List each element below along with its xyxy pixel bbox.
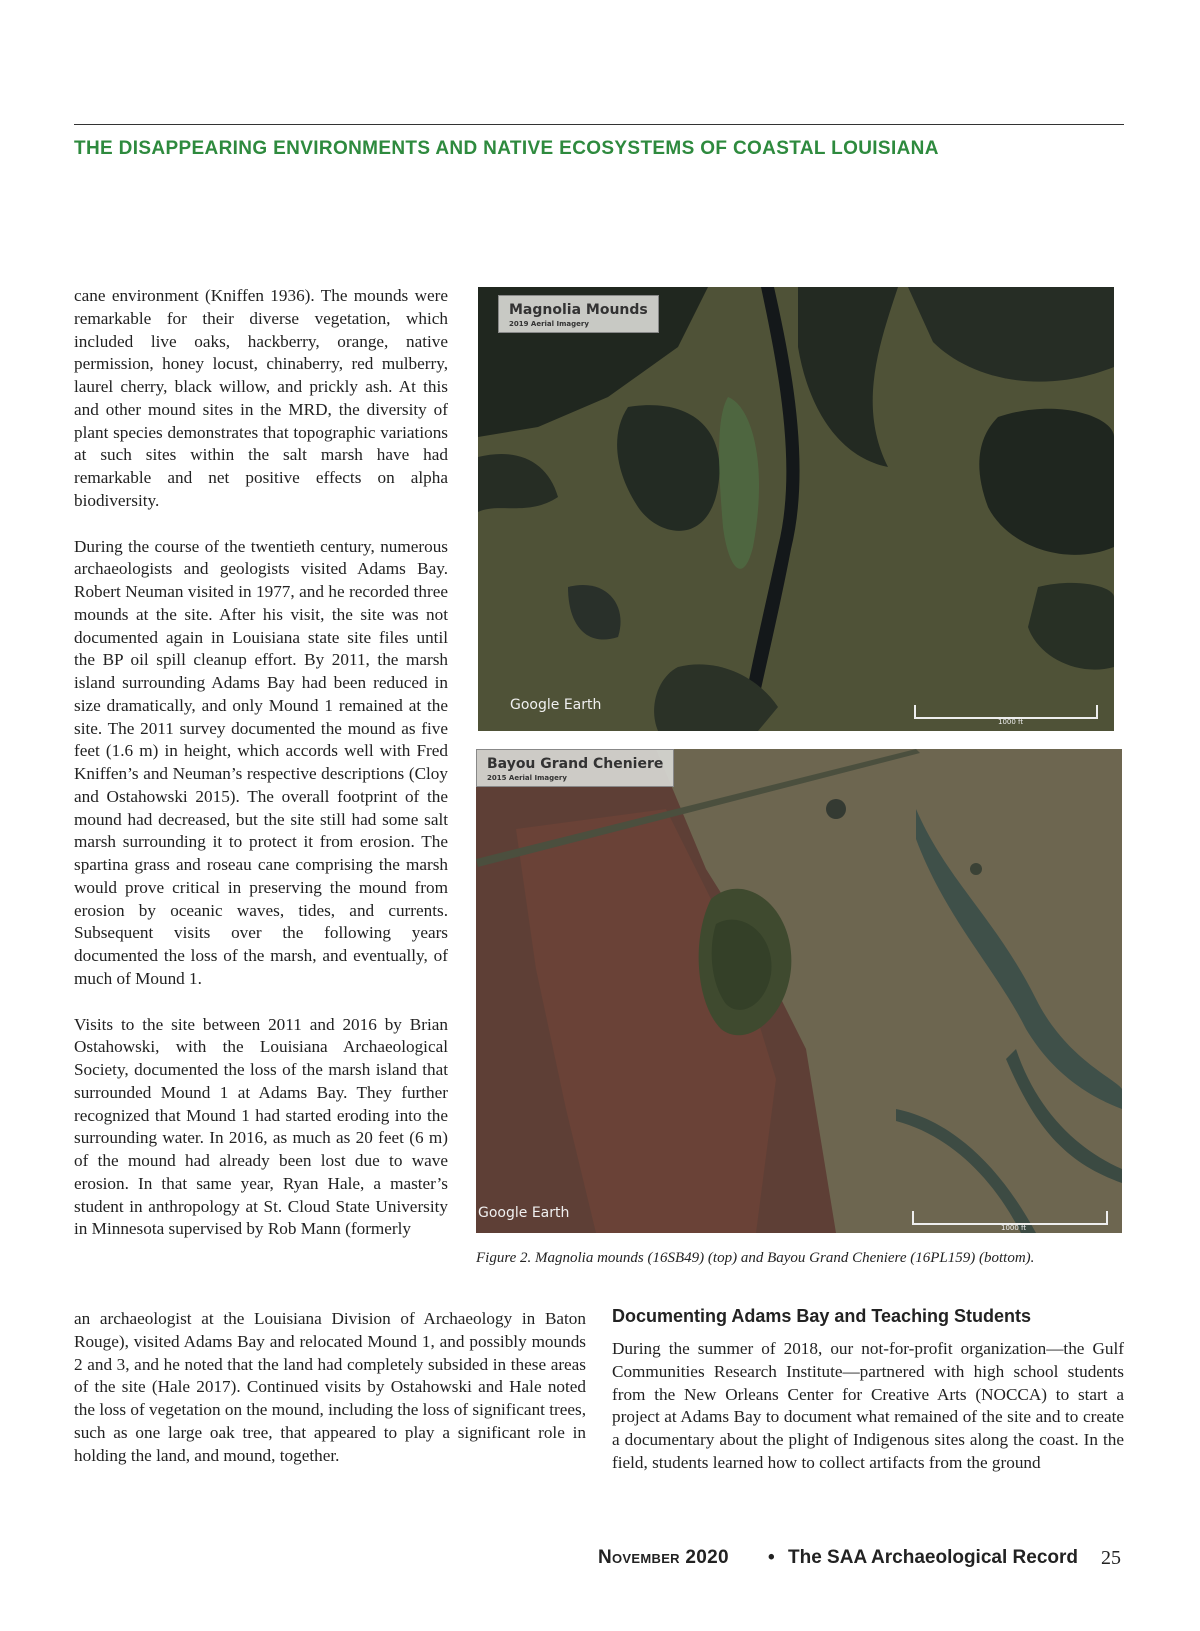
image-label	[498, 295, 659, 333]
header-rule	[74, 124, 1124, 125]
paragraph: During the course of the twentieth century, numerous archaeologists and geologists visited Adams Bay. Robert Neuman visited in 1977, and he recorded three mounds at the site. After his visit, the site was not documented again in Louisiana state site files until the BP oil spill cleanup effort. By 2011, the marsh island surrounding Adams Bay had been reduced in size dramatically, and only Mound 1 remained at the site. The 2011 survey documented the mound as five feet (1.6 m) in height, which accords well with Fred Kniffen’s and Neuman’s respective descriptions (Cloy and Ostahowski 2015). The overall footprint of the mound had decreased, but the site still had some salt marsh surrounding it to protect it from erosion. The spartina grass and roseau cane comprising the marsh would prove critical in preserving the mound from erosion by oceanic waves, tides, and currents. Subsequent visits over the following years documented the loss of the marsh, and eventually, of much of Mound 1.	[74, 536, 448, 988]
bottom-left-column	[74, 1308, 586, 1467]
footer-bullet: •	[768, 1547, 775, 1568]
image-subtitle: 2019 Aerial Imagery	[509, 320, 589, 328]
page-number: 25	[1101, 1547, 1121, 1569]
scale-label: 1000 ft	[998, 718, 1024, 726]
scale-bar	[912, 1211, 1108, 1225]
paragraph: cane environment (Kniffen 1936). The mounds were remarkable for their diverse vegetation, which included live oaks, hackberry, orange, native permission, honey locust, chinaberry, red mulberry, laurel cherry, black willow, and prickly ash. At this and other mound sites in the MRD, the diversity of plant species demonstrates that topographic variations at such sites within the salt marsh have had remarkable and net positive effects on alpha biodiversity.	[74, 286, 448, 510]
google-earth-watermark: Google Earth	[510, 697, 602, 713]
paragraph: Visits to the site between 2011 and 2016 by Brian Ostahowski, with the Louisiana Archaeological Society, documented the loss of the marsh island that surrounded Mound 1 at Adams Bay. They further recognized that Mound 1 had started eroding into the surrounding water. In 2016, as much as 20 feet (6 m) of the mound had already been lost due to wave erosion. In that same year, Ryan Hale, a master’s student in anthropology at St. Cloud State University in Minnesota supervised by Rob Mann (formerly	[74, 1014, 448, 1239]
right-column	[612, 1338, 1124, 1475]
image-title: Bayou Grand Cheniere	[487, 756, 664, 772]
paragraph: an archaeologist at the Louisiana Division of Archaeology in Baton Rouge), visited Adams Bay and relocated Mound 1, and possibly mounds 2 and 3, and he noted that the land had completely subsided in these areas of the site (Hale 2017). Continued visits by Ostahowski and Hale noted the loss of vegetation on the mound, including the loss of significant trees, such as one large oak tree, that appeared to play a significant role in holding the land, and mound, together.	[74, 1309, 586, 1465]
image-label	[476, 749, 674, 787]
magnolia-mounds-aerial-image	[478, 287, 1114, 731]
running-head: THE DISAPPEARING ENVIRONMENTS AND NATIVE ECOSYSTEMS OF COASTAL LOUISIANA	[74, 138, 939, 159]
google-earth-watermark: Google Earth	[478, 1205, 570, 1221]
left-column	[74, 285, 448, 1241]
scale-bar	[914, 705, 1098, 719]
paragraph: During the summer of 2018, our not-for-profit organization—the Gulf Communities Research Institute—partnered with high school students from the New Orleans Center for Creative Arts (NOCCA) to start a project at Adams Bay to document what remained of the site and to create a documentary about the plight of Indigenous sites along the coast. In the field, students learned how to collect artifacts from the ground	[612, 1339, 1124, 1472]
figure-caption: Figure 2. Magnolia mounds (16SB49) (top) and Bayou Grand Cheniere (16PL159) (bottom).	[476, 1250, 1035, 1266]
footer-date: November 2020	[598, 1547, 729, 1568]
image-subtitle: 2015 Aerial Imagery	[487, 774, 567, 782]
bayou-grand-cheniere-aerial-image	[476, 749, 1122, 1233]
scale-label: 1000 ft	[1001, 1224, 1027, 1232]
footer-journal-title: The SAA Archaeological Record	[788, 1547, 1078, 1568]
image-title: Magnolia Mounds	[509, 302, 648, 318]
section-heading: Documenting Adams Bay and Teaching Students	[612, 1306, 1032, 1326]
